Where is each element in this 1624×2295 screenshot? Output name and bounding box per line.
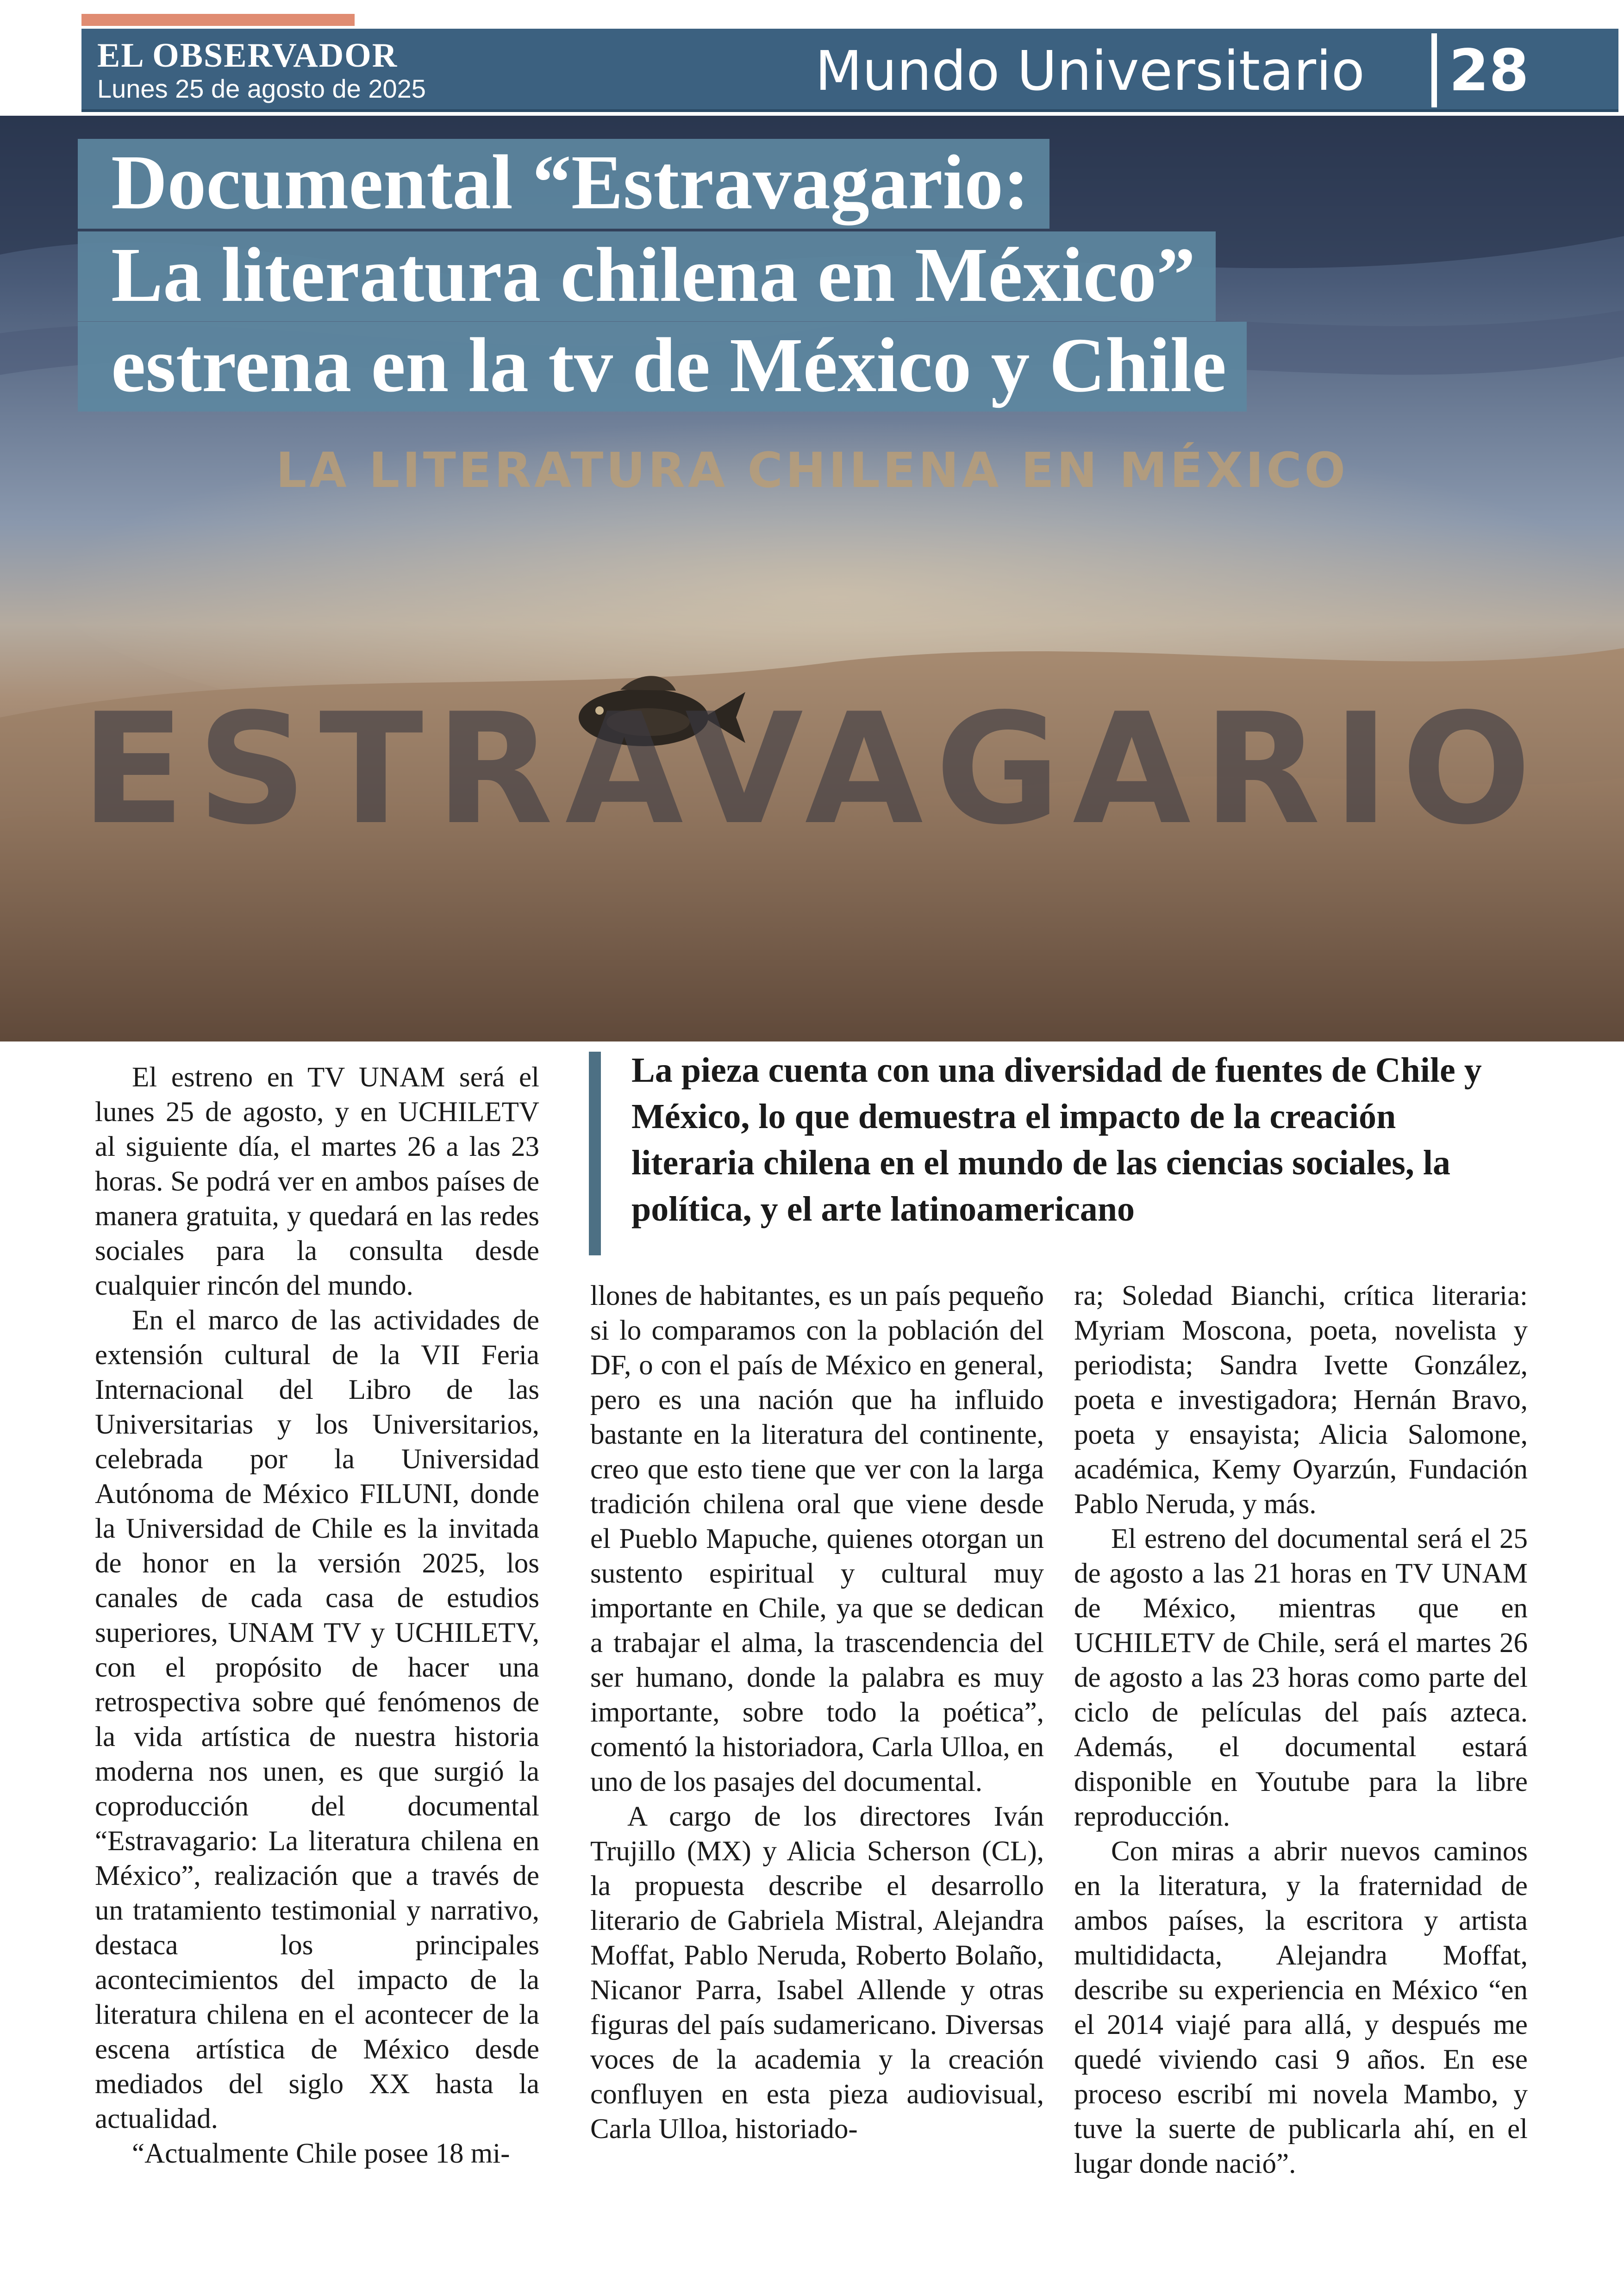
paragraph: A cargo de los directores Iván Trujillo (MX) y Alicia Scherson (CL), la propuesta describe el desarrollo literario de Gabriela Mistral, Alejandra Moffat, Pablo Neruda, Roberto Bolaño, Nicanor Parra, Isabel Allende y otras figuras del país sudamericano. Diversas voces de la academia y la creación confluyen en esta pieza audiovisual, Carla Ulloa, historiado-: [590, 1801, 1044, 2145]
section-title: Mundo Universitario: [815, 39, 1365, 103]
pull-quote-text: La pieza cuenta con una diversidad de fuentes de Chile y México, lo que demuestra el impacto de la creación literaria chilena en el mundo de las ciencias sociales, la política, y el arte latinoamericano: [631, 1051, 1482, 1229]
article-column-3: [1074, 1278, 1528, 2181]
header-rule: [81, 109, 1618, 112]
article-column-2: [590, 1278, 1044, 2146]
headline-line-2: La literatura chilena en México”: [78, 231, 1216, 321]
paragraph: Con miras a abrir nuevos caminos en la literatura, y la fraternidad de ambos países, la escritora y artista multididacta, Alejandra Moffat, describe su experiencia en México “en el 2014 viajé para allá, y después me quedé viviendo casi 9 años. En ese proceso escribí mi novela Mambo, y tuve la suerte de publicarla ahí, en el lugar donde nació”.: [1074, 1836, 1528, 2179]
paragraph: “Actualmente Chile posee 18 mi-: [132, 2138, 510, 2169]
header-accent-strip: [81, 14, 355, 26]
paragraph: En el marco de las actividades de extensión cultural de la VII Feria Internacional del Libro de las Universitarias y los Universitarios, celebrada por la Universidad Autónoma de México FILUNI, donde la Universidad de Chile es la invitada de honor en la versión 2025, los canales de cada casa de estudios superiores, UNAM TV y UCHILETV, con el propósito de hacer una retrospectiva sobre qué fenómenos de la vida artística de nuestra historia moderna nos unen, es que surgió la coproducción del documental “Estravagario: La literatura chilena en México”, realización que a través de un tratamiento testimonial y narrativo, destaca los principales acontecimientos del impacto de la literatura chilena en el acontecer de la escena artística de México desde mediados del siglo XX hasta la actualidad.: [95, 1305, 539, 2134]
article-column-1: [95, 1060, 539, 2171]
headline-line-1: Documental “Estravagario:: [78, 139, 1049, 229]
headline-line-3: estrena en la tv de México y Chile: [78, 322, 1247, 412]
paragraph: ra; Soledad Bianchi, crítica literaria: Myriam Moscona, poeta, novelista y periodista; Sandra Ivette González, poeta e investigadora; Hernán Bravo, poeta y ensayista; Alicia Salomone, académica, Kemy Oyarzún, Fundación Pablo Neruda, y más.: [1074, 1280, 1528, 1520]
hero-subtitle: LA LITERATURA CHILENA EN MÉXICO: [275, 442, 1349, 499]
paragraph: llones de habitantes, es un país pequeño si lo comparamos con la población del DF, o con el país de México en general, pero es una nación que ha influido bastante en la literatura del continente, creo que esto tiene que ver con la larga tradición chilena oral que viene desde el Pueblo Mapuche, quienes otorgan un sustento espiritual y cultural muy importante en Chile, ya que se dedican a trabajar el alma, la trascendencia del ser humano, donde la palabra es muy importante, sobre todo la poética”, comentó la historiadora, Carla Ulloa, en uno de los pasajes del documental.: [590, 1280, 1044, 1797]
masthead: [97, 37, 426, 104]
paragraph: El estreno del documental será el 25 de agosto a las 21 horas en TV UNAM de México, mientras que en UCHILETV de Chile, será el martes 26 de agosto a las 23 horas como parte del ciclo de películas del país azteca. Además, el documental estará disponible en Youtube para la libre reproducción.: [1074, 1523, 1528, 1832]
page-number: 28: [1449, 37, 1529, 104]
header-divider: [1431, 33, 1437, 107]
paragraph: El estreno en TV UNAM será el lunes 25 de agosto, y en UCHILETV al siguiente día, el martes 26 a las 23 horas. Se podrá ver en ambos países de manera gratuita, y quedará en las redes sociales para la consulta desde cualquier rincón del mundo.: [95, 1062, 539, 1301]
hero-brand-title: ESTRAVAGARIO: [81, 680, 1543, 858]
paper-name: EL OBSERVADOR: [97, 37, 398, 75]
issue-date: Lunes 25 de agosto de 2025: [97, 74, 426, 103]
pull-quote-bar: [589, 1052, 601, 1255]
